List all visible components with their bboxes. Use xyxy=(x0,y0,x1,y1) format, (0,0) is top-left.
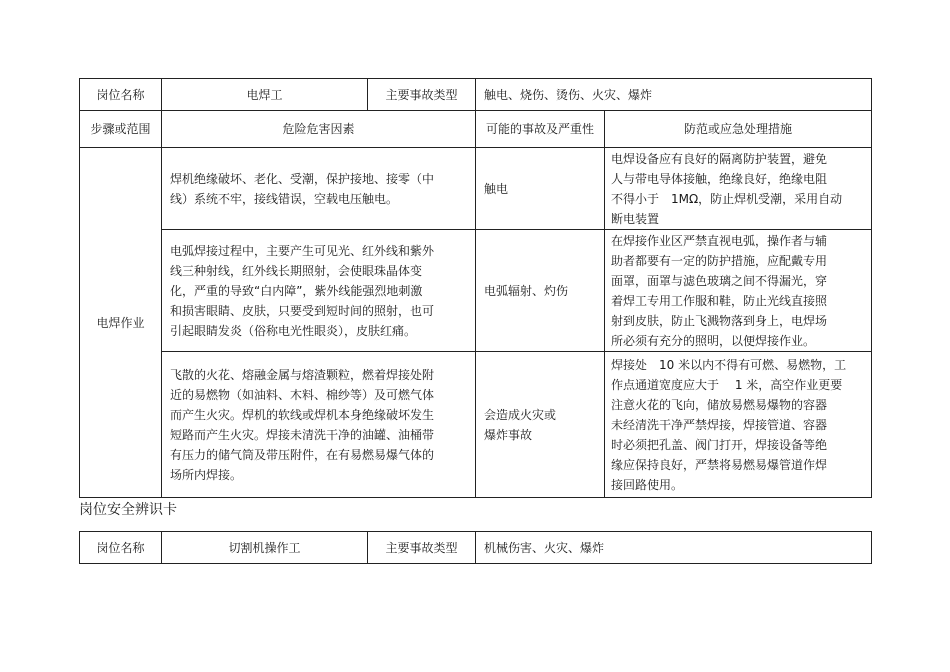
safety-card-cutter xyxy=(79,531,872,564)
step-cell: 电焊作业 xyxy=(80,148,162,498)
hazard-cell: 电弧焊接过程中，主要产生可见光、红外线和紫外 线三种射线，红外线长期照射，会使眼珠晶体变 化，严重的导致“白内障”，紫外线能强烈地刺激 和损害眼睛、皮肤，只要受到短时间的照射，也可 引起眼睛发炎（俗称电光性眼炎），皮肤红痛。 xyxy=(162,230,476,352)
column-header-row xyxy=(80,111,872,148)
card-header-row xyxy=(80,79,872,111)
accident-type-value: 机械伤害、火灾、爆炸 xyxy=(476,532,872,564)
post-name-value: 电焊工 xyxy=(162,79,368,111)
col-header-severity: 可能的事故及严重性 xyxy=(476,111,605,148)
table-row xyxy=(80,352,872,498)
table-row xyxy=(80,148,872,230)
measure-cell: 电焊设备应有良好的隔离防护装置，避免 人与带电导体接触，绝缘良好，绝缘电阻 不得小于 1MΩ，防止焊机受潮，采用自动 断电装置 xyxy=(605,148,872,230)
col-header-measure: 防范或应急处理措施 xyxy=(605,111,872,148)
section-title: 岗位安全辨识卡 xyxy=(79,502,177,518)
severity-cell: 会造成火灾或 爆炸事故 xyxy=(476,352,605,498)
measure-cell: 在焊接作业区严禁直视电弧，操作者与辅 助者都要有一定的防护措施，应配戴专用 面罩，面罩与滤色玻璃之间不得漏光，穿 着焊工专用工作服和鞋，防止光线直接照 射到皮肤，防止飞溅物落到身上，电焊场 所必须有充分的照明，以便焊接作业。 xyxy=(605,230,872,352)
post-name-label: 岗位名称 xyxy=(80,532,162,564)
accident-type-value: 触电、烧伤、烫伤、火灾、爆炸 xyxy=(476,79,872,111)
hazard-cell: 焊机绝缘破坏、老化、受潮，保护接地、接零（中 线）系统不牢，接线错误，空载电压触电。 xyxy=(162,148,476,230)
col-header-hazard: 危险危害因素 xyxy=(162,111,476,148)
post-name-value: 切割机操作工 xyxy=(162,532,368,564)
severity-cell: 触电 xyxy=(476,148,605,230)
accident-type-label: 主要事故类型 xyxy=(368,79,476,111)
measure-cell: 焊接处 10 米以内不得有可燃、易燃物，工 作点通道宽度应大于 1 米，高空作业更要 注意火花的飞向，储放易燃易爆物的容器 未经清洗干净严禁焊接，焊接管道、容器 时必须把孔盖、阀门打开，焊接设备等绝 缘应保持良好，严禁将易燃易爆管道作焊 接回路使用。 xyxy=(605,352,872,498)
safety-card-welder xyxy=(79,78,872,498)
card-header-row xyxy=(80,532,872,564)
table-row xyxy=(80,230,872,352)
severity-cell: 电弧辐射、灼伤 xyxy=(476,230,605,352)
hazard-cell: 飞散的火花、熔融金属与熔渣颗粒，燃着焊接处附 近的易燃物（如油料、木料、棉纱等）及可燃气体 而产生火灾。焊机的软线或焊机本身绝缘破坏发生 短路而产生火灾。焊接未清洗干净的油罐、油桶带 有压力的储气筒及带压附件，在有易燃易爆气体的 场所内焊接。 xyxy=(162,352,476,498)
post-name-label: 岗位名称 xyxy=(80,79,162,111)
accident-type-label: 主要事故类型 xyxy=(368,532,476,564)
col-header-step: 步骤或范围 xyxy=(80,111,162,148)
